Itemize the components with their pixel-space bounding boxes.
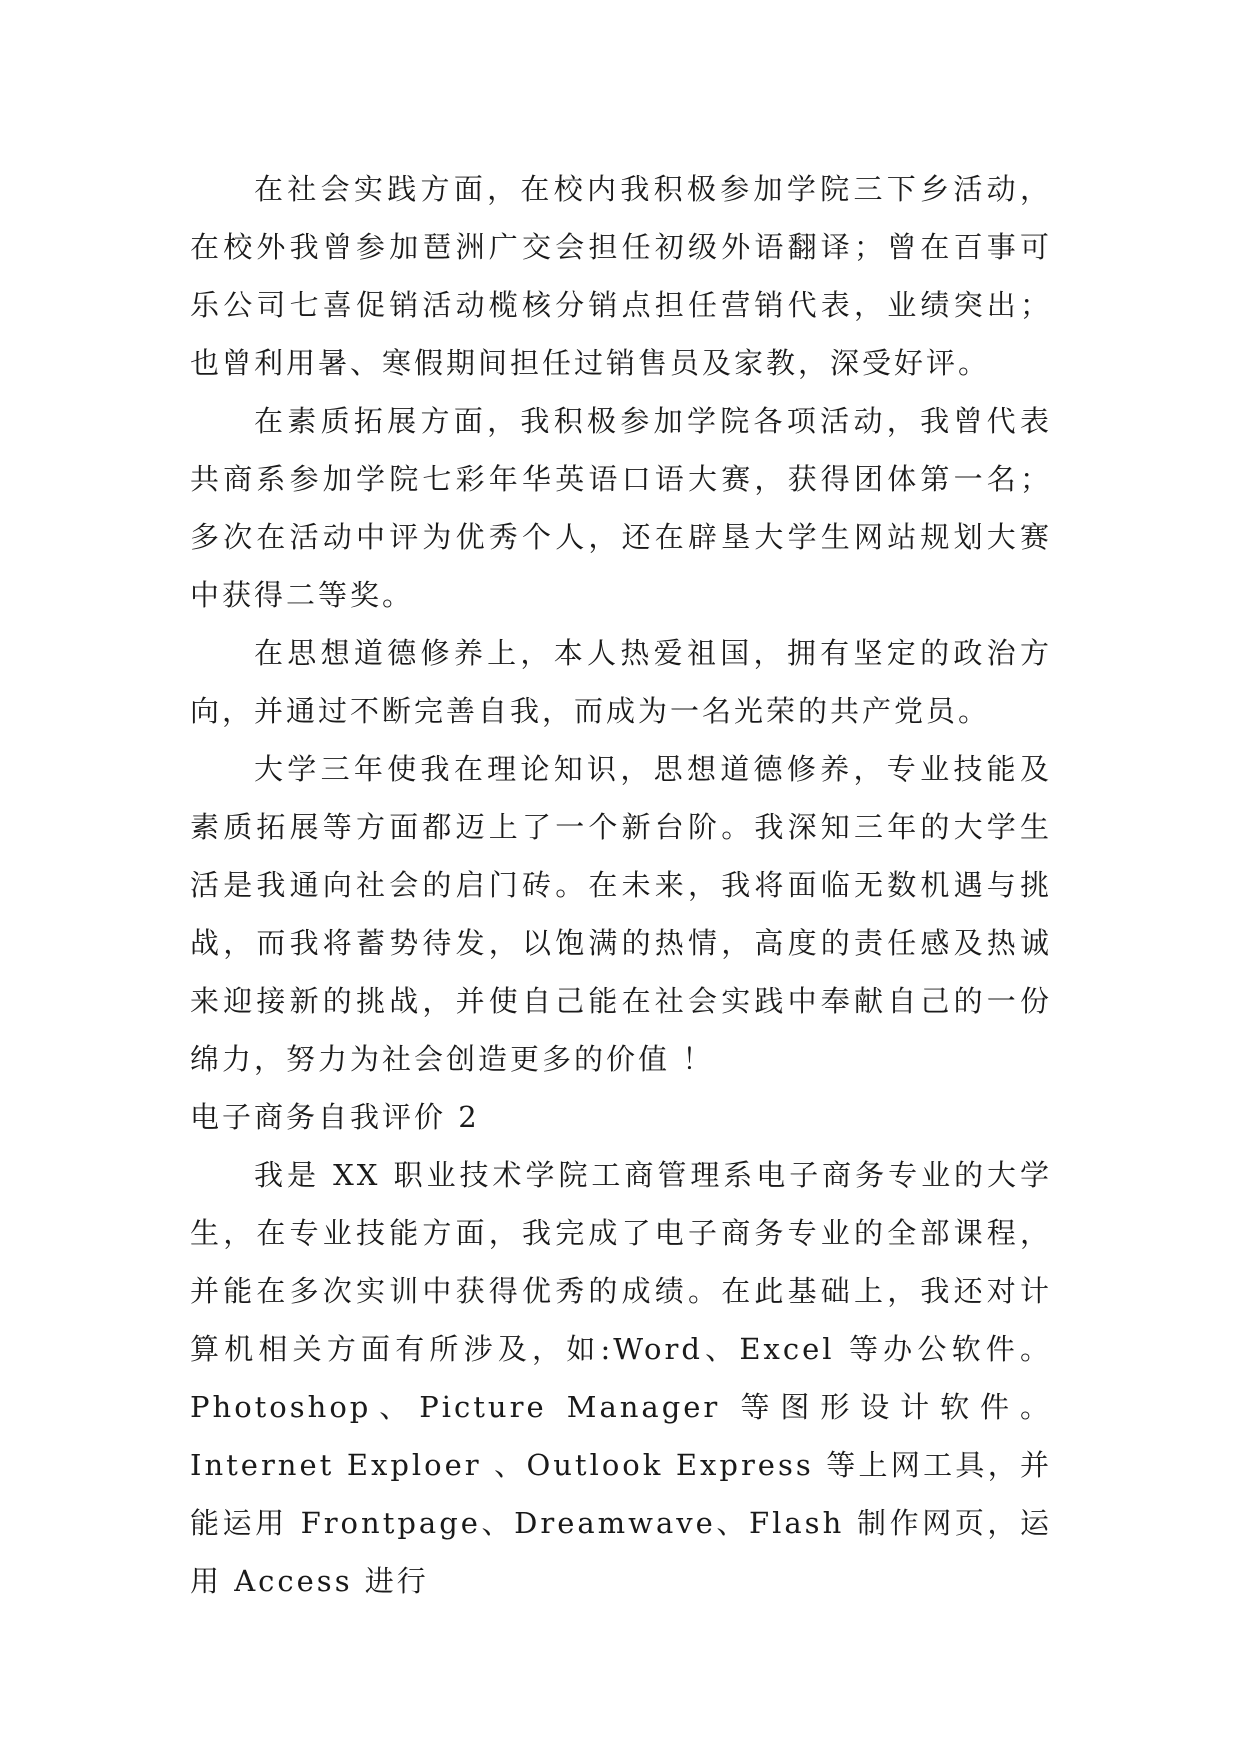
section-heading: 电子商务自我评价 2 <box>190 1100 480 1134</box>
paragraph-professional-skills: 我是 XX 职业技术学院工商管理系电子商务专业的大学生，在专业技能方面，我完成了电子商务专业的全部课程，并能在多次实训中获得优秀的成绩。在此基础上，我还对计算机相关方面有所涉及，如:Word、Excel 等办公软件。Photoshop、Picture Manager 等图形设计软件。Internet Exploer 、Outlook Express 等上网工具，并能运用 Frontpage、Dreamwave、Flash 制作网页，运用 Access 进行 <box>190 1158 1052 1598</box>
paragraph-moral-cultivation: 在思想道德修养上，本人热爱祖国，拥有坚定的政治方向，并通过不断完善自我，而成为一名光荣的共产党员。 <box>190 636 1052 728</box>
paragraph-quality-development: 在素质拓展方面，我积极参加学院各项活动，我曾代表共商系参加学院七彩年华英语口语大赛，获得团体第一名；多次在活动中评为优秀个人，还在辟垦大学生网站规划大赛中获得二等奖。 <box>190 404 1052 612</box>
document-body <box>190 160 1052 1610</box>
paragraph-social-practice: 在社会实践方面，在校内我积极参加学院三下乡活动，在校外我曾参加琶洲广交会担任初级外语翻译；曾在百事可乐公司七喜促销活动榄核分销点担任营销代表，业绩突出；也曾利用暑、寒假期间担任过销售员及家教，深受好评。 <box>190 172 1052 380</box>
paragraph-summary: 大学三年使我在理论知识，思想道德修养，专业技能及素质拓展等方面都迈上了一个新台阶。我深知三年的大学生活是我通向社会的启门砖。在未来，我将面临无数机遇与挑战，而我将蓄势待发，以饱满的热情，高度的责任感及热诚来迎接新的挑战，并使自己能在社会实践中奉献自己的一份绵力，努力为社会创造更多的价值 ！ <box>190 752 1052 1076</box>
